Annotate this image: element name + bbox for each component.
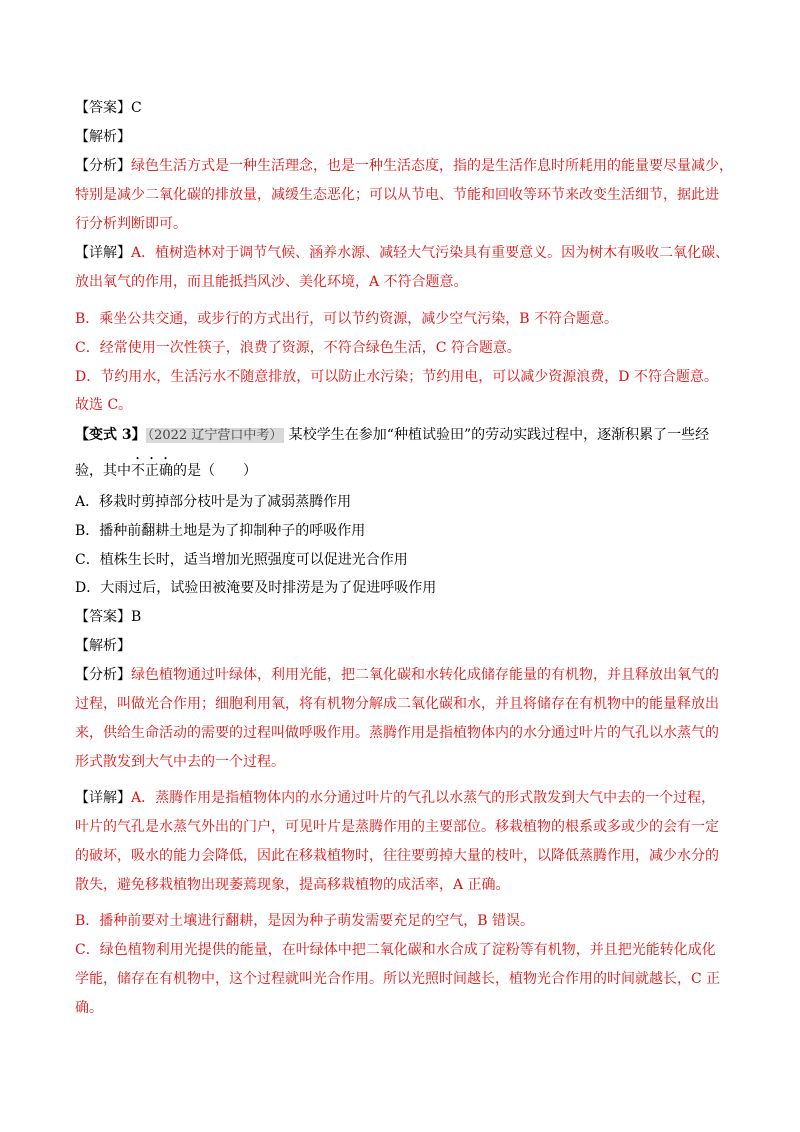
fenxi-line-3 bbox=[75, 214, 187, 234]
fenxi-label: 【分析】 bbox=[75, 158, 131, 174]
option-c-explain-text: C．绿色植物利用光提供的能量，在叶绿体中把二氧化碳和水合成了淀粉等有机物，并且把光能转化成化 bbox=[75, 942, 716, 958]
answer-line bbox=[75, 98, 142, 118]
fenxi-text: 过程，叫做光合作用；细胞利用氧，将有机物分解成二氧化碳和水，并且将储存在有机物中的能量释放出 bbox=[75, 696, 719, 712]
question-stem-text: 某校学生在参加“种植试验田”的劳动实践过程中，逐渐积累了一些经 bbox=[288, 427, 710, 443]
option-c-explain-text: C．经常使用一次性筷子，浪费了资源，不符合绿色生活，C 符合题意。 bbox=[75, 340, 521, 356]
option-d-text: D．大雨过后，试验田被淹要及时排涝是为了促进呼吸作用 bbox=[75, 580, 437, 596]
xiangjie-line-1 bbox=[75, 243, 729, 263]
fenxi-line-2 bbox=[75, 694, 719, 714]
option-a-text: A．移栽时剪掉部分枝叶是为了减弱蒸腾作用 bbox=[75, 494, 352, 510]
xiangjie-line-3 bbox=[75, 846, 719, 866]
fenxi-line-1 bbox=[75, 665, 719, 685]
option-c-explain bbox=[75, 338, 521, 358]
fenxi-text: 绿色生活方式是一种生活理念，也是一种生活态度，指的是生活作息时所耗用的能量要尽量减少， bbox=[131, 158, 733, 174]
option-c-explain-line-1 bbox=[75, 940, 716, 960]
analysis-heading bbox=[75, 636, 131, 656]
option-b-explain bbox=[75, 309, 618, 329]
option-b-explain-text: B．播种前要对土壤进行翻耕，是因为种子萌发需要充足的空气，B 错误。 bbox=[75, 913, 535, 929]
option-d bbox=[75, 578, 436, 598]
xiangjie-line-2 bbox=[75, 817, 719, 837]
answer-line bbox=[75, 607, 141, 627]
question-label: 【变式 3】 bbox=[75, 427, 146, 443]
xiangjie-text: 放出氧气的作用，而且能抵挡风沙、美化环境，A 不符合题意。 bbox=[75, 274, 468, 290]
option-c-explain-line-3 bbox=[75, 998, 103, 1018]
question-stem-text: 的是（ ） bbox=[173, 463, 257, 479]
analysis-heading bbox=[75, 127, 131, 147]
xiangjie-line-1 bbox=[75, 788, 715, 808]
conclusion bbox=[75, 395, 132, 415]
fenxi-text: 来，供给生命活动的需要的过程叫做呼吸作用。蒸腾作用是指植物体内的水分通过叶片的气孔以水蒸气的 bbox=[75, 725, 719, 741]
xiangjie-text: A．植树造林对于调节气候、涵养水源、减轻大气污染具有重要意义。因为树木有吸收二氧化碳、 bbox=[131, 245, 730, 261]
analysis-heading-text: 【解析】 bbox=[75, 638, 131, 654]
option-d-explain bbox=[75, 367, 718, 387]
question-stem-line-1 bbox=[75, 425, 709, 446]
fenxi-text: 特别是减少二氧化碳的排放量，减缓生态恶化；可以从节电、节能和回收等环节来改变生活细节，据此进 bbox=[75, 187, 719, 203]
fenxi-text: 形式散发到大气中去的一个过程。 bbox=[75, 754, 285, 770]
answer-text: 【答案】C bbox=[75, 100, 142, 116]
option-b-text: B．播种前翻耕土地是为了抑制种子的呼吸作用 bbox=[75, 523, 366, 539]
fenxi-line-1 bbox=[75, 156, 733, 176]
fenxi-label: 【分析】 bbox=[75, 667, 131, 683]
emphasized-text: 不正确 bbox=[131, 463, 173, 479]
option-d-explain-text: D．节约用水，生活污水不随意排放，可以防止水污染；节约用电，可以减少资源浪费，D 不符合题意。 bbox=[75, 369, 718, 385]
question-stem-line-2 bbox=[75, 455, 257, 481]
option-c-explain-line-2 bbox=[75, 969, 720, 989]
fenxi-line-2 bbox=[75, 185, 719, 205]
option-b bbox=[75, 521, 365, 541]
xiangjie-line-4 bbox=[75, 875, 510, 895]
option-a bbox=[75, 492, 351, 512]
fenxi-line-4 bbox=[75, 752, 285, 772]
xiangjie-text: A．蒸腾作用是指植物体内的水分通过叶片的气孔以水蒸气的形式散发到大气中去的一个过程， bbox=[131, 790, 716, 806]
xiangjie-text: 散失，避免移栽植物出现萎蔫现象，提高移栽植物的成活率，A 正确。 bbox=[75, 877, 510, 893]
question-source-tag: （2022 辽宁营口中考） bbox=[147, 428, 283, 443]
fenxi-text: 行分析判断即可。 bbox=[75, 216, 187, 232]
option-c bbox=[75, 550, 408, 570]
option-c-text: C．植株生长时，适当增加光照强度可以促进光合作用 bbox=[75, 552, 408, 568]
xiangjie-text: 的破坏，吸水的能力会降低，因此在移栽植物时，往往要剪掉大量的枝叶，以降低蒸腾作用，减少水分的 bbox=[75, 848, 719, 864]
xiangjie-line-2 bbox=[75, 272, 468, 292]
fenxi-text: 绿色植物通过叶绿体，利用光能，把二氧化碳和水转化成储存能量的有机物，并且释放出氧气的 bbox=[131, 667, 719, 683]
fenxi-line-3 bbox=[75, 723, 719, 743]
conclusion-text: 故选 C。 bbox=[75, 397, 133, 413]
question-stem-text: 验，其中 bbox=[75, 463, 131, 479]
answer-text: 【答案】B bbox=[75, 609, 142, 625]
option-b-explain-text: B．乘坐公共交通，或步行的方式出行，可以节约资源，减少空气污染，B 不符合题意。 bbox=[75, 311, 619, 327]
xiangjie-label: 【详解】 bbox=[75, 245, 131, 261]
xiangjie-text: 叶片的气孔是水蒸气外出的门户，可见叶片是蒸腾作用的主要部位。移栽植物的根系或多或少的会有一定 bbox=[75, 819, 719, 835]
option-b-explain bbox=[75, 911, 534, 931]
analysis-heading-text: 【解析】 bbox=[75, 129, 131, 145]
option-c-explain-text: 确。 bbox=[75, 1000, 103, 1016]
option-c-explain-text: 学能，储存在有机物中，这个过程就叫光合作用。所以光照时间越长，植物光合作用的时间就越长，C 正 bbox=[75, 971, 721, 987]
xiangjie-label: 【详解】 bbox=[75, 790, 131, 806]
